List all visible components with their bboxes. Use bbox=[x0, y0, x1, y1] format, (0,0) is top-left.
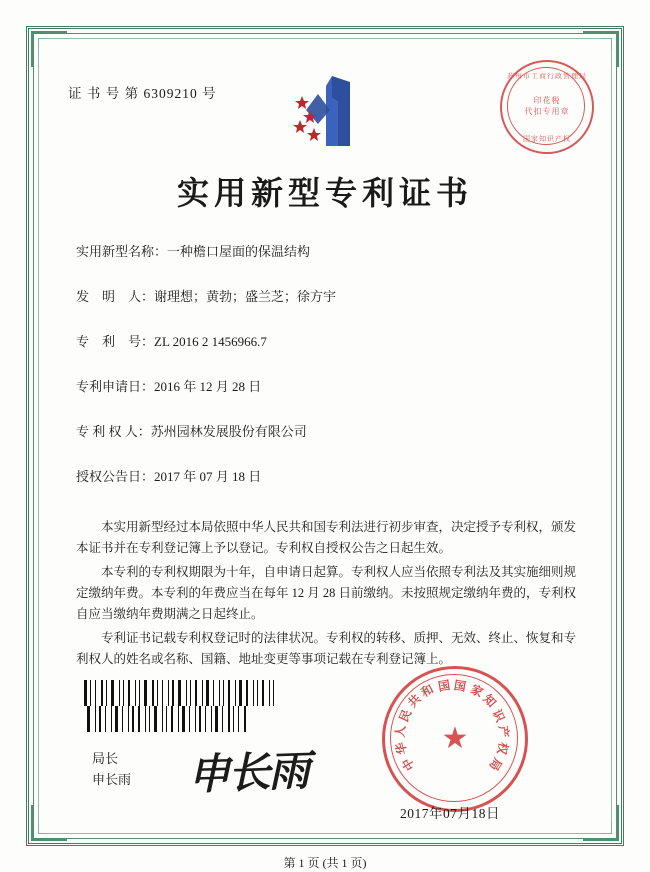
field-value: 一种檐口屋面的保温结构 bbox=[167, 244, 311, 259]
seal-bottom-text: 国家知识产权 bbox=[523, 135, 571, 143]
field-inventors bbox=[76, 287, 586, 307]
field-value: 苏州园林发展股份有限公司 bbox=[150, 424, 307, 439]
field-value: 2017 年 07 月 18 日 bbox=[154, 469, 262, 484]
seal-mid-text: 印花税 代扣专用章 bbox=[524, 96, 570, 116]
body-paragraph-2: 本专利的专利权期限为十年，自申请日起算。专利权人应当依照专利法及其实施细则规定缴纳年费。本专利的年费应当在每年 12 月 28 日前缴纳。未按照规定缴纳年费的，专利权自应当缴纳年费期满之日起终止。 bbox=[76, 565, 577, 621]
field-utility-model-name bbox=[76, 242, 586, 262]
field-label: 授权公告日： bbox=[76, 469, 155, 484]
official-seal: ★ 中 华 人 民 共 和 国 国 家 知 识 产 权 局 bbox=[382, 666, 528, 812]
field-announcement-date bbox=[76, 467, 586, 487]
certificate-content bbox=[60, 60, 590, 870]
field-label: 专 利 号： bbox=[76, 334, 155, 349]
field-value: 2016 年 12 月 28 日 bbox=[154, 379, 262, 394]
body-paragraph-3: 专利证书记载专利权登记时的法律状况。专利权的转移、质押、无效、终止、恢复和专利权人的姓名或名称、国籍、地址变更等事项记载在专利登记簿上。 bbox=[76, 631, 577, 666]
signer-title: 局长 bbox=[92, 751, 119, 766]
field-label: 发 明 人： bbox=[76, 289, 155, 304]
field-label: 专利申请日： bbox=[76, 379, 155, 394]
certificate-number: 证 书 号 第 6309210 号 bbox=[68, 86, 217, 101]
tax-stamp-seal bbox=[500, 60, 594, 154]
certificate-body bbox=[76, 517, 576, 673]
body-paragraph-1: 本实用新型经过本局依照中华人民共和国专利法进行初步审查，决定授予专利权，颁发本证书并在专利登记簿上予以登记。专利权自授权公告之日起生效。 bbox=[76, 520, 577, 555]
field-patentee bbox=[76, 422, 586, 442]
certificate-fields bbox=[76, 242, 586, 512]
field-application-date bbox=[76, 377, 586, 397]
field-label: 实用新型名称： bbox=[76, 244, 168, 259]
page-footer: 第 1 页 (共 1 页) bbox=[283, 856, 367, 870]
field-value: 谢理想；黄勃；盛兰芝；徐方宇 bbox=[154, 289, 337, 304]
field-value: ZL 2016 2 1456966.7 bbox=[154, 334, 267, 349]
barcode bbox=[84, 680, 276, 706]
field-label: 专 利 权 人： bbox=[76, 424, 151, 439]
cnipa-logo-icon bbox=[288, 72, 374, 150]
issue-date: 2017年07月18日 bbox=[400, 806, 500, 821]
field-patent-number bbox=[76, 332, 586, 352]
signer-block bbox=[92, 748, 131, 790]
star-icon: ★ bbox=[441, 722, 469, 755]
seal-arc-text: 苏州市工商行政管理局 bbox=[507, 72, 587, 80]
page-title: 实用新型专利证书 bbox=[176, 175, 473, 211]
signer-name: 申长雨 bbox=[92, 772, 132, 787]
handwritten-signature: 申长雨 bbox=[187, 748, 309, 800]
